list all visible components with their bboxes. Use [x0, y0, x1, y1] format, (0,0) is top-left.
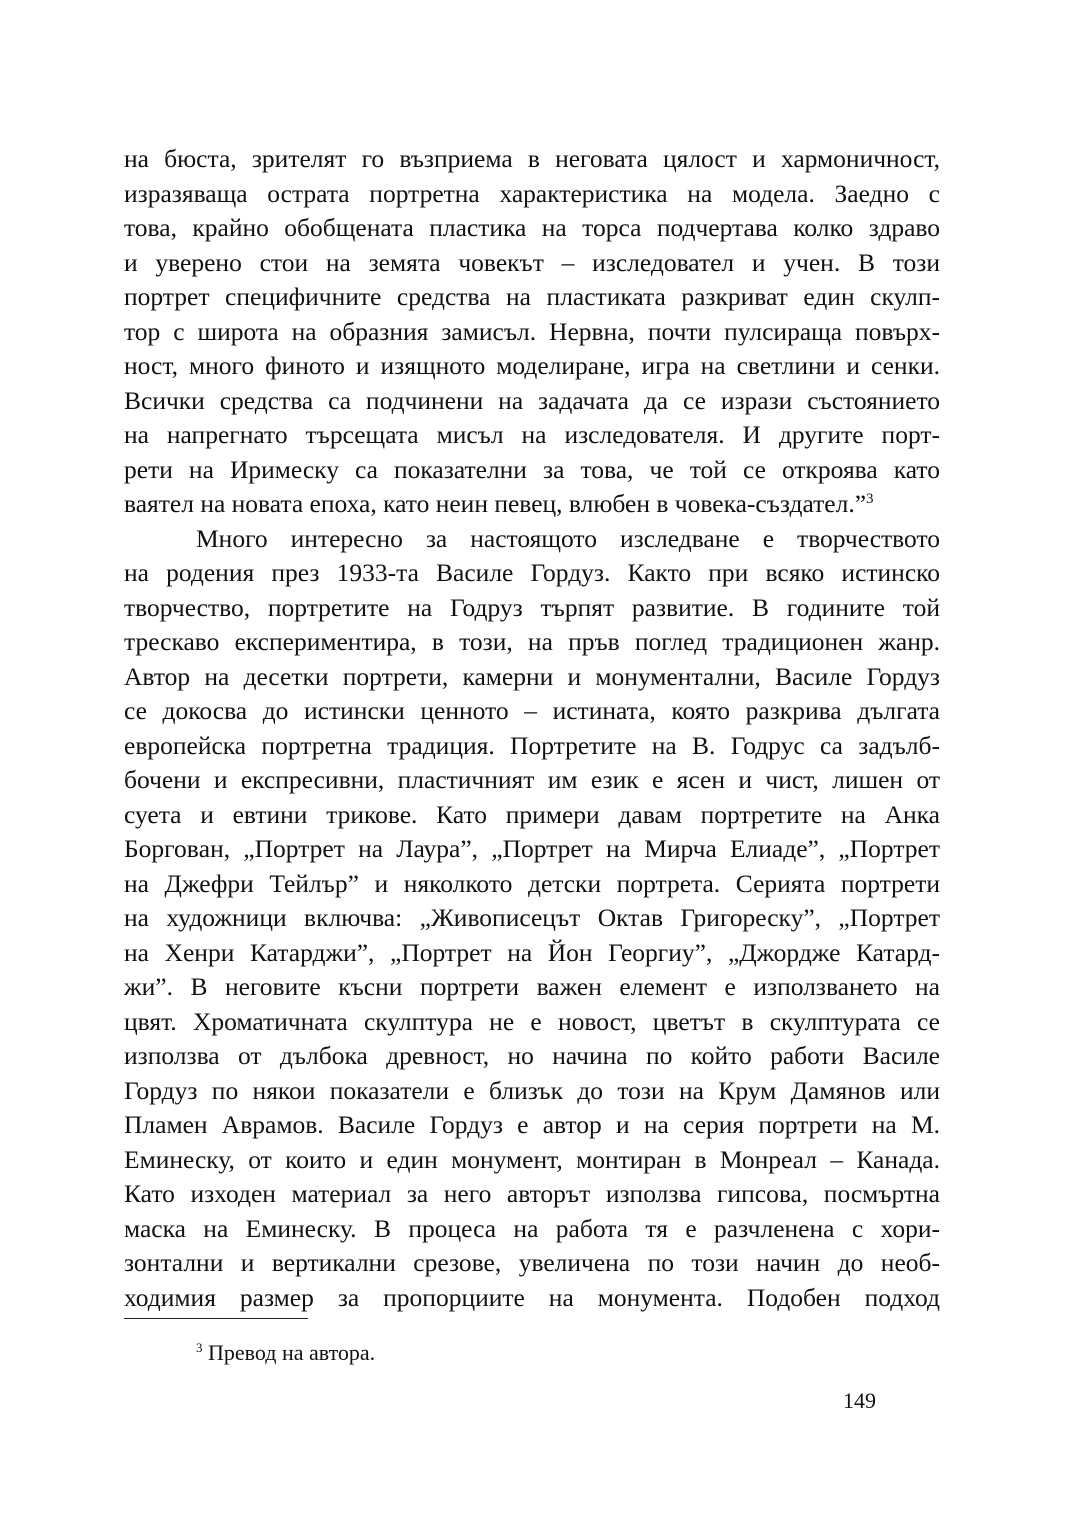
text-line: изразяваща острата портретна характеристика на модела. Заедно с	[124, 178, 940, 208]
text-line: на Хенри Катарджи”, „Портрет на Йон Георгиу”, „Джордже Катард-	[124, 937, 940, 967]
text-line: Всички средства са подчинени на задачата да се изрази състоянието	[124, 385, 940, 415]
text-line: рети на Иримеску са показателни за това, че той се откроява като	[124, 454, 940, 484]
page-number: 149	[843, 1388, 876, 1413]
footnote-reference[interactable]: 3	[866, 491, 874, 507]
text-line: Като изходен материал за него авторът използва гипсова, посмъртна	[124, 1179, 940, 1208]
text-line: европейска портретна традиция. Портретите на В. Годрус са задълб-	[124, 730, 940, 760]
footnote-text: Превод на автора.	[208, 1340, 376, 1365]
text-line: на Джефри Тейлър” и няколкото детски портрета. Серията портрети	[124, 868, 940, 898]
text-line: Еминеску, от които и един монумент, монтиран в Монреал – Канада.	[124, 1144, 940, 1174]
text-line: Борговaн, „Портрет на Лаура”, „Портрет на Мирча Елиаде”, „Портрет	[124, 834, 940, 863]
text-line: и уверено стои на земята човекът – изследовател и учен. В този	[124, 247, 940, 277]
text-line: творчество, портретите на Годруз търпят развитие. В годините той	[124, 592, 940, 622]
text-line: Автор на десетки портрети, камерни и монументални, Василе Гордуз	[124, 661, 940, 691]
text-line: на напрегнато търсещата мисъл на изследователя. И другите порт-	[124, 420, 940, 449]
text-line: ваятел на новата епоха, като неин певец, влюбен в човека-създател.”	[124, 489, 867, 518]
text-line: използва от дълбока древност, но начина по който работи Василе	[124, 1041, 940, 1070]
text-line: маска на Еминеску. В процеса на работа тя е разчленена с хори-	[124, 1213, 940, 1243]
text-line: портрет специфичните средства на пластиката разкриват един скулп-	[124, 282, 940, 311]
text-line: това, крайно обобщената пластика на торса подчертава колко здраво	[124, 213, 940, 242]
text-line: цвят. Хроматичната скулптура не е новост, цветът в скулптурата се	[124, 1006, 940, 1036]
text-line: трескаво експериментира, в този, на пръв поглед традиционен жанр.	[124, 627, 940, 656]
text-line: на родения през 1933-та Василе Гордуз. Както при всяко истинско	[124, 558, 940, 587]
text-line: ходимия размер за пропорциите на монумента. Подобен подход	[124, 1282, 940, 1312]
text-line: бочени и експресивни, пластичният им език е ясен и чист, лишен от	[124, 765, 940, 794]
text-line: зонтални и вертикални срезове, увеличена по този начин до необ-	[124, 1248, 940, 1277]
text-line: Гордуз по някои показатели е близък до този на Крум Дамянов или	[124, 1075, 940, 1105]
footnote-separator	[124, 1318, 308, 1319]
text-line: на бюста, зрителят го възприема в неговата цялост и хармоничност,	[124, 144, 940, 173]
text-line: ност, много финото и изящното моделиране, игра на светлини и сенки.	[124, 351, 940, 380]
paragraph-first-line: Много интересно за настоящото изследване е творчеството	[196, 523, 940, 553]
text-line: тор с широта на образния замисъл. Нервна, почти пулсираща повърх-	[124, 316, 940, 346]
text-line-quote-end	[124, 487, 940, 522]
text-line: жи”. В неговите късни портрети важен елемент е използването на	[124, 972, 940, 1001]
text-line: Пламен Аврамов. Василе Гордуз е автор и на серия портрети на М.	[124, 1110, 940, 1139]
text-line: суета и евтини трикове. Като примери давам портретите на Анка	[124, 799, 940, 829]
text-line: се докосва до истински ценното – истината, която разкрива дългата	[124, 696, 940, 725]
footnote-number: 3	[196, 1340, 203, 1355]
footnote	[196, 1338, 375, 1368]
body-text	[124, 142, 940, 1315]
text-line: на художници включва: „Живописецът Октав Григореску”, „Портрет	[124, 903, 940, 932]
